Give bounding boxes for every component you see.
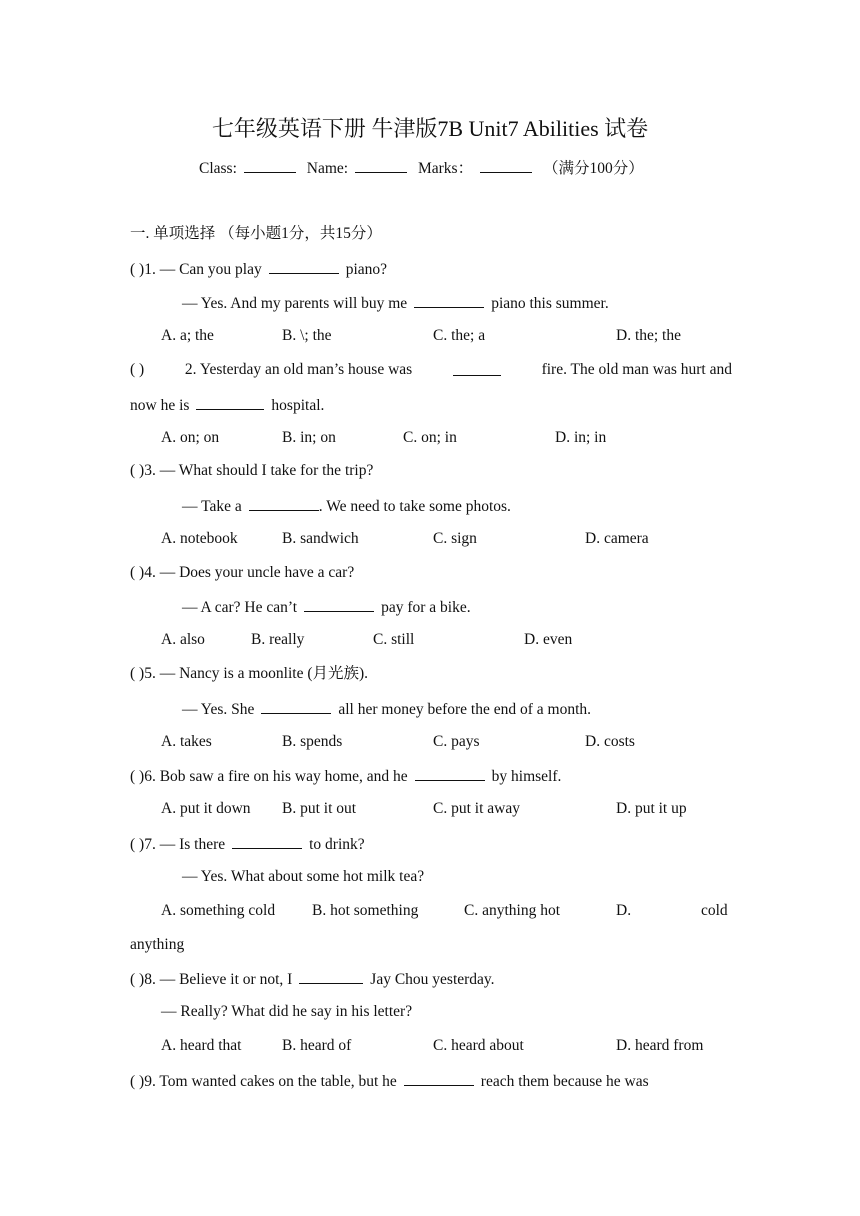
option-b[interactable]: B. hot something: [312, 902, 419, 919]
question-text: 5. — Nancy is a moonlite (月光族).: [144, 665, 369, 682]
question-text: 9. Tom wanted cakes on the table, but he: [144, 1073, 397, 1090]
question-8-line2: — Really? What did he say in his letter?: [161, 1003, 413, 1020]
option-a[interactable]: A. something cold: [161, 902, 276, 919]
answer-blank[interactable]: [269, 258, 339, 274]
question-text: by himself.: [491, 768, 562, 785]
option-d-text[interactable]: cold: [701, 902, 728, 919]
question-text: — Yes. She: [182, 701, 255, 718]
question-1-line2: [182, 292, 609, 314]
question-text: — A car? He can’t: [182, 599, 298, 616]
question-5-line2: [182, 698, 591, 720]
question-text: — Yes. And my parents will buy me: [182, 295, 408, 312]
option-b[interactable]: B. in; on: [282, 429, 336, 446]
question-text: pay for a bike.: [381, 599, 471, 616]
question-1: [130, 258, 387, 280]
answer-blank[interactable]: [196, 394, 264, 410]
answer-blank[interactable]: [453, 360, 501, 376]
page-title: 七年级英语下册 牛津版7B Unit7 Abilities 试卷: [211, 116, 649, 141]
option-b[interactable]: B. \; the: [282, 327, 332, 344]
option-c[interactable]: C. on; in: [403, 429, 457, 446]
answer-blank[interactable]: [415, 765, 485, 781]
question-text: 6. Bob saw a fire on his way home, and he: [144, 768, 408, 785]
question-7: [130, 833, 365, 855]
answer-paren[interactable]: ( ): [130, 462, 145, 479]
option-a[interactable]: A. notebook: [161, 530, 238, 547]
question-4-line2: [182, 596, 471, 618]
answer-blank[interactable]: [414, 292, 484, 308]
answer-blank[interactable]: [299, 968, 363, 984]
option-c[interactable]: C. still: [373, 631, 415, 648]
question-text: reach them because he was: [480, 1073, 649, 1090]
question-text: piano this summer.: [491, 295, 609, 312]
option-a[interactable]: A. also: [161, 631, 205, 648]
answer-paren[interactable]: ( ): [130, 768, 145, 785]
answer-blank[interactable]: [261, 698, 331, 714]
answer-paren[interactable]: ( ): [130, 971, 145, 988]
question-text: 4. — Does your uncle have a car?: [144, 564, 355, 581]
marks-blank[interactable]: [480, 157, 532, 173]
name-label: Name:: [306, 160, 349, 177]
option-d[interactable]: D. heard from: [616, 1037, 704, 1054]
option-c[interactable]: C. put it away: [433, 800, 520, 817]
question-9: [130, 1070, 649, 1092]
question-text: all her money before the end of a month.: [338, 701, 592, 718]
header-info: [199, 157, 644, 179]
option-d-wrap[interactable]: anything: [130, 936, 185, 953]
option-b[interactable]: B. sandwich: [282, 530, 359, 547]
option-a[interactable]: A. on; on: [161, 429, 220, 446]
question-text: 7. — Is there: [144, 836, 226, 853]
full-marks-note: （满分100分）: [542, 160, 644, 177]
question-4: [130, 563, 354, 583]
option-a[interactable]: A. put it down: [161, 800, 251, 817]
class-blank[interactable]: [244, 157, 296, 173]
question-7-line2: — Yes. What about some hot milk tea?: [182, 868, 425, 885]
answer-paren[interactable]: ( ): [130, 564, 145, 581]
question-text: 3. — What should I take for the trip?: [144, 462, 374, 479]
question-text: 2. Yesterday an old man’s house was: [184, 361, 413, 378]
section-heading: 一. 单项选择 （每小题1分，共15分）: [130, 225, 382, 242]
question-5: [130, 664, 368, 684]
question-3-line2: [182, 495, 511, 517]
question-text: 1. — Can you play: [144, 261, 262, 278]
answer-blank[interactable]: [232, 833, 302, 849]
option-b[interactable]: B. really: [251, 631, 305, 648]
answer-paren[interactable]: ( ): [130, 361, 145, 378]
answer-blank[interactable]: [249, 495, 319, 511]
option-c[interactable]: C. heard about: [433, 1037, 524, 1054]
question-2: [130, 360, 732, 380]
option-b[interactable]: B. spends: [282, 733, 343, 750]
option-d[interactable]: D. put it up: [616, 800, 687, 817]
question-text: piano?: [345, 261, 388, 278]
question-text: Jay Chou yesterday.: [370, 971, 495, 988]
answer-paren[interactable]: ( ): [130, 665, 145, 682]
answer-paren[interactable]: ( ): [130, 1073, 145, 1090]
question-text: hospital.: [271, 397, 325, 414]
answer-blank[interactable]: [404, 1070, 474, 1086]
option-d[interactable]: D. costs: [585, 733, 635, 750]
question-text: . We need to take some photos.: [318, 498, 511, 515]
question-text: — Take a: [182, 498, 242, 515]
option-d[interactable]: D. in; in: [555, 429, 607, 446]
question-3: [130, 461, 373, 481]
answer-blank[interactable]: [304, 596, 374, 612]
question-text: now he is: [130, 397, 190, 414]
question-text: to drink?: [309, 836, 365, 853]
option-a[interactable]: A. a; the: [161, 327, 214, 344]
question-text: fire. The old man was hurt and: [541, 361, 732, 378]
answer-paren[interactable]: ( ): [130, 836, 145, 853]
question-8: [130, 968, 495, 990]
option-b[interactable]: B. heard of: [282, 1037, 352, 1054]
marks-label: Marks：: [417, 160, 474, 177]
question-2-line2: [130, 394, 324, 416]
option-a[interactable]: A. heard that: [161, 1037, 242, 1054]
class-label: Class:: [199, 160, 237, 177]
option-d[interactable]: D. the; the: [616, 327, 681, 344]
name-blank[interactable]: [355, 157, 407, 173]
option-d[interactable]: D. camera: [585, 530, 649, 547]
question-6: [130, 765, 561, 787]
option-d[interactable]: D. even: [524, 631, 573, 648]
option-c[interactable]: C. the; a: [433, 327, 486, 344]
option-c[interactable]: C. anything hot: [464, 902, 561, 919]
question-text: 8. — Believe it or not, I: [144, 971, 293, 988]
option-c[interactable]: C. pays: [433, 733, 480, 750]
option-b[interactable]: B. put it out: [282, 800, 357, 817]
option-c[interactable]: C. sign: [433, 530, 477, 547]
option-d[interactable]: D.: [616, 902, 632, 919]
option-a[interactable]: A. takes: [161, 733, 212, 750]
answer-paren[interactable]: ( ): [130, 261, 145, 278]
